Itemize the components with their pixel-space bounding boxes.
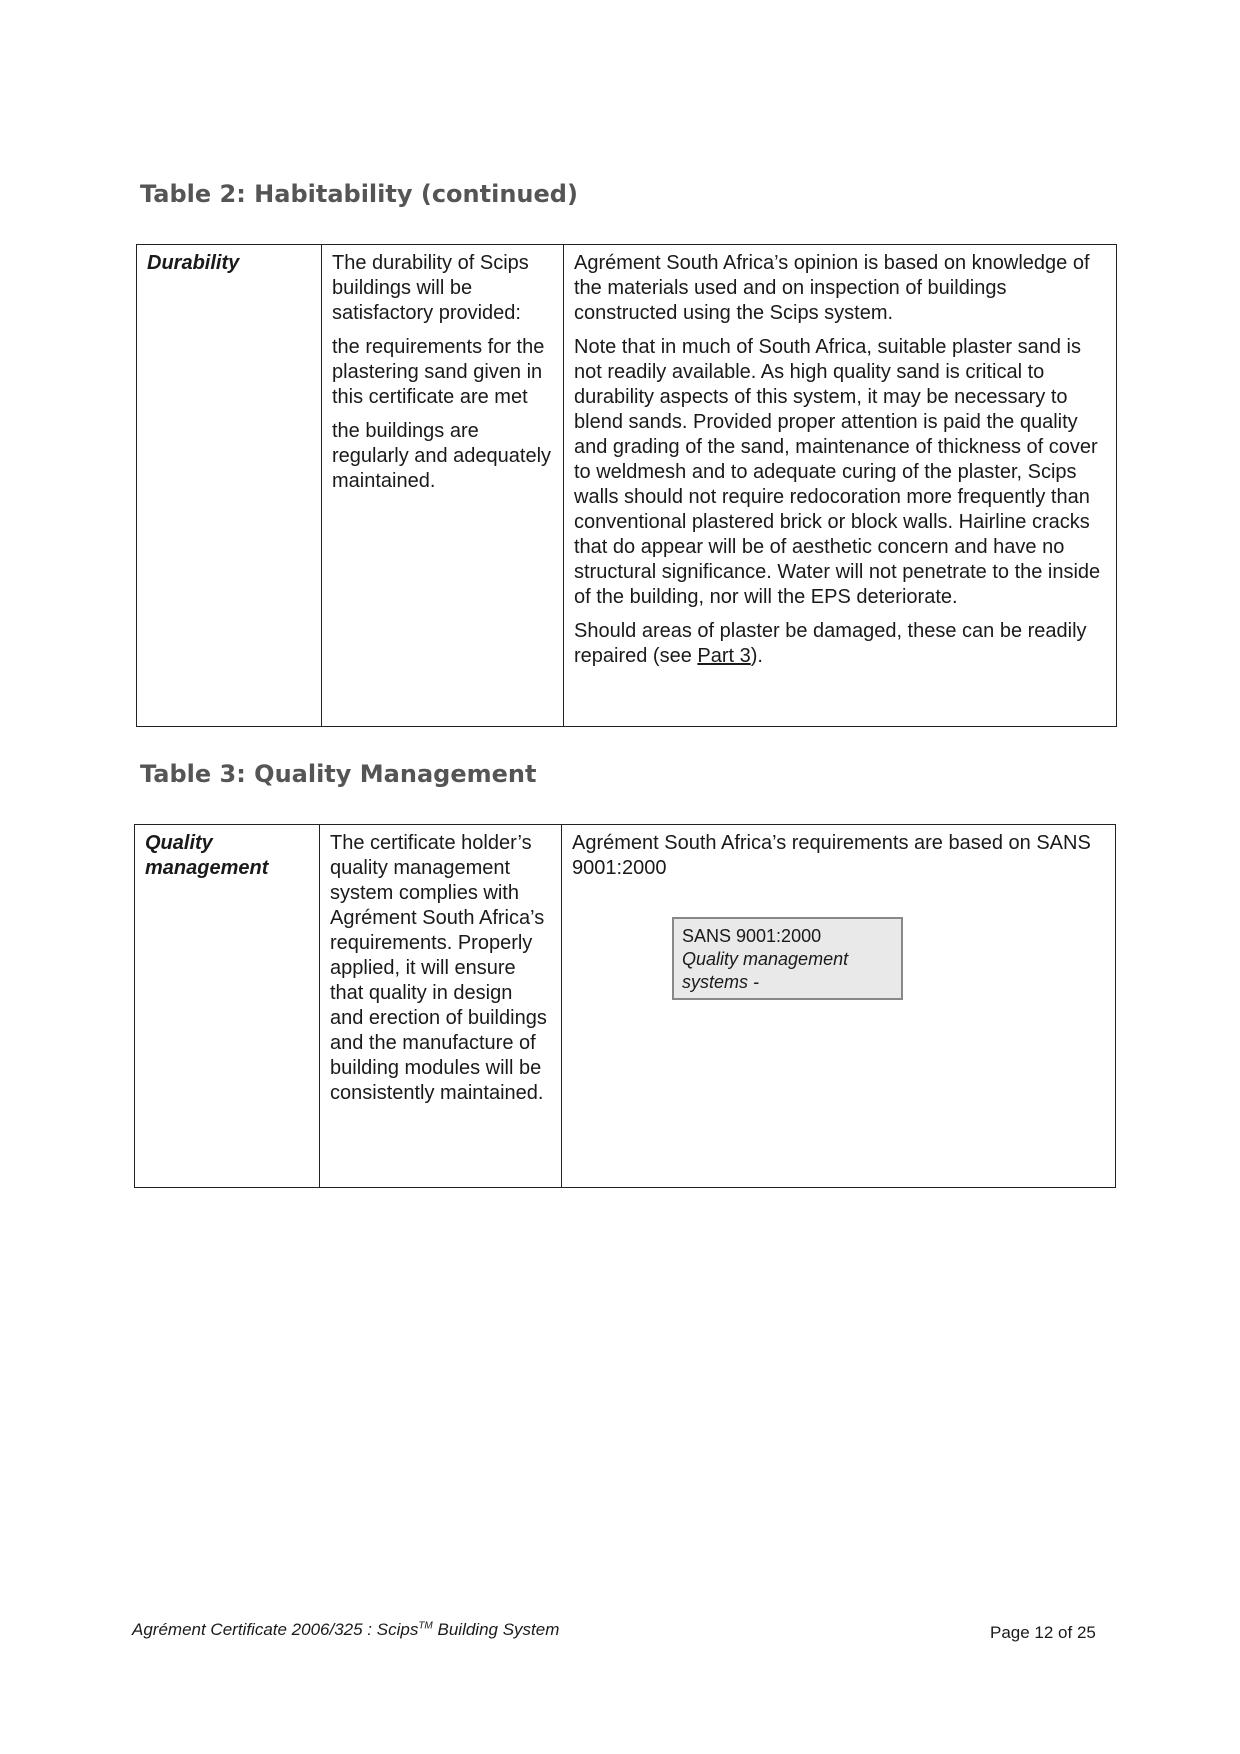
standard-description: Quality management systems - (682, 949, 849, 992)
paragraph-text: ). (750, 645, 763, 667)
criterion-cell (137, 245, 322, 727)
standard-reference-box (672, 917, 903, 1000)
table-row (137, 245, 1117, 727)
table3-title: Table 3: Quality Management (140, 760, 537, 788)
criterion-label: Durability (147, 252, 240, 274)
habitability-table (136, 244, 1117, 727)
paragraph-text: Should areas of plaster be damaged, these can be readily repaired (see (574, 620, 1087, 667)
page-number: Page 12 of 25 (990, 1623, 1096, 1642)
requirement-paragraph: the requirements for the plastering sand given in this certificate are met (332, 336, 545, 408)
standard-code: SANS 9001:2000 (682, 926, 822, 946)
assessment-paragraph: Note that in much of South Africa, suitable plaster sand is not readily available. As high quality sand is critical to durability aspects of this system, it may be necessary to blend sands. Provided proper attention is paid the quality and grading of the sand, maintenance of thickness of cover to weldmesh and to adequate curing of the plaster, Scips walls should not require redocoration more frequently than conventional plastered brick or block walls. Hairline cracks that do appear will be of aesthetic concern and have no structural significance. Water will not penetrate to the inside of the building, nor will the EPS deteriorate. (574, 336, 1101, 608)
criterion-label: Quality management (145, 832, 269, 879)
footer-certificate-text: Agrément Certificate 2006/325 : Scips (132, 1620, 419, 1639)
assessment-paragraph: Agrément South Africa’s requirements are based on SANS 9001:2000 (572, 832, 1091, 879)
assessment-paragraph: Agrément South Africa’s opinion is based on knowledge of the materials used and on inspection of buildings constructed using the Scips system. (574, 252, 1090, 324)
part-3-link[interactable]: Part 3 (697, 645, 751, 667)
footer-certificate (132, 1620, 559, 1640)
table-row (135, 825, 1116, 1188)
assessment-cell (564, 245, 1117, 727)
quality-management-table (134, 824, 1116, 1188)
requirement-cell (320, 825, 562, 1188)
trademark-mark: TM (418, 1620, 433, 1632)
footer-certificate-suffix: Building System (432, 1620, 560, 1639)
requirement-paragraph: The durability of Scips buildings will be satisfactory provided: (332, 252, 529, 324)
requirement-paragraph: the buildings are regularly and adequately maintained. (332, 420, 552, 492)
table2-title: Table 2: Habitability (continued) (140, 180, 578, 208)
assessment-cell (562, 825, 1116, 1188)
criterion-cell (135, 825, 320, 1188)
assessment-paragraph (574, 619, 1106, 669)
requirement-cell (322, 245, 564, 727)
requirement-paragraph: The certificate holder’s quality management system complies with Agrément South Africa’s requirements. Properly applied, it will ensure that quality in design and erection of buildings and the manufacture of building modules will be consistently maintained. (330, 832, 547, 1104)
